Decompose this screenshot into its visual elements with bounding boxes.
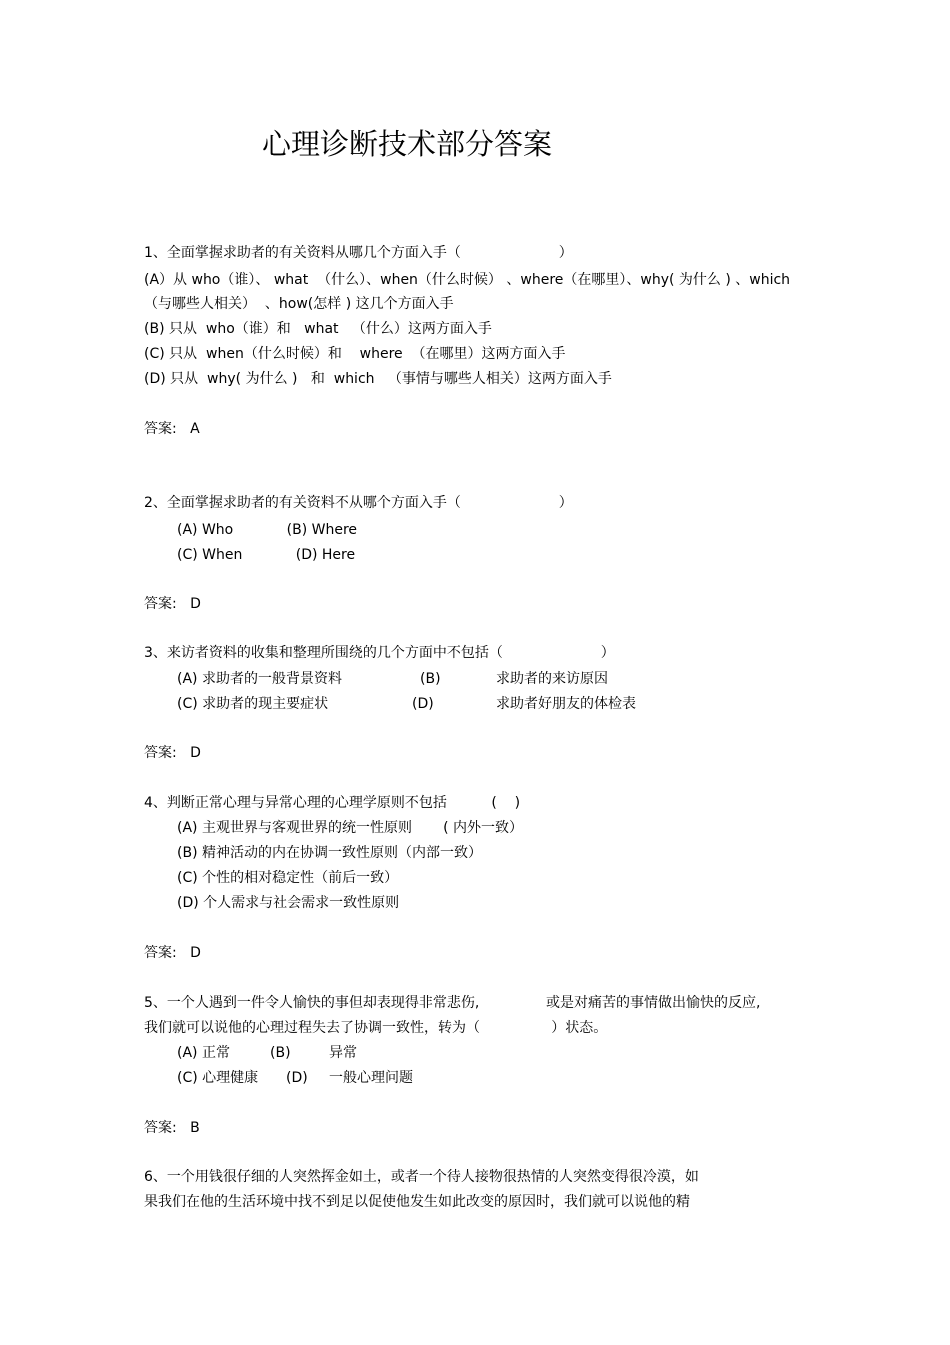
question-stem: 3、来访者资料的收集和整理所围绕的几个方面中不包括（ ） xyxy=(144,645,615,661)
option-b: 求助者的来访原因 xyxy=(496,671,608,687)
option-d-label: (D) xyxy=(412,696,434,712)
answer: 答案: D xyxy=(144,745,201,761)
option-c: (C) 个性的相对稳定性（前后一致） xyxy=(177,870,399,886)
option-c: (C) 求助者的现主要症状 xyxy=(177,696,329,712)
answer: 答案: A xyxy=(144,421,200,437)
option-a: (A) 正常 xyxy=(177,1045,230,1061)
option-a-line2: （与哪些人相关） 、how(怎样 ) 这几个方面入手 xyxy=(144,296,454,312)
option-b-label: (B) xyxy=(270,1045,291,1061)
option-d: 一般心理问题 xyxy=(329,1070,413,1086)
page-title: 心理诊断技术部分答案 xyxy=(262,127,553,161)
question-stem: 4、判断正常心理与异常心理的心理学原则不包括 ( ) xyxy=(144,795,521,811)
option-c: (C) 心理健康 xyxy=(177,1070,259,1086)
option-a: (A) 求助者的一般背景资料 xyxy=(177,671,342,687)
question-stem-part1: 5、一个人遇到一件令人愉快的事但却表现得非常悲伤, xyxy=(144,995,480,1011)
question-stem-line2: 果我们在他的生活环境中找不到足以促使他发生如此改变的原因时，我们就可以说他的精 xyxy=(144,1194,690,1210)
question-stem-part2: 或是对痛苦的事情做出愉快的反应, xyxy=(546,995,761,1011)
option-b-label: (B) xyxy=(420,671,441,687)
question-stem: 2、全面掌握求助者的有关资料不从哪个方面入手（ ） xyxy=(144,495,573,511)
options-c-d: (C) When (D) Here xyxy=(177,547,356,563)
option-c: (C) 只从 when（什么时候）和 where （在哪里）这两方面入手 xyxy=(144,346,566,362)
option-b: 异常 xyxy=(329,1045,357,1061)
answer: 答案: B xyxy=(144,1120,200,1136)
question-stem: 1、全面掌握求助者的有关资料从哪几个方面入手（ ） xyxy=(144,245,573,261)
options-a-b: (A) Who (B) Where xyxy=(177,522,358,538)
option-d: (D) 只从 why( 为什么 ) 和 which （事情与哪些人相关）这两方面入手 xyxy=(144,371,612,387)
option-d-label: (D) xyxy=(286,1070,308,1086)
question-stem-line2: 我们就可以说他的心理过程失去了协调一致性，转为（ ）状态。 xyxy=(144,1020,608,1036)
question-stem-line1: 6、一个用钱很仔细的人突然挥金如土，或者一个待人接物很热情的人突然变得很冷漠，如 xyxy=(144,1169,699,1185)
option-a-line1: (A）从 who（谁）、 what （什么）、when（什么时候） 、where（在哪里）、why( 为什么 ) 、which xyxy=(144,272,791,288)
option-d: 求助者好朋友的体检表 xyxy=(496,696,636,712)
answer: 答案: D xyxy=(144,945,201,961)
answer: 答案: D xyxy=(144,596,201,612)
option-a: (A) 主观世界与客观世界的统一性原则 ( 内外一致） xyxy=(177,820,524,836)
option-b: (B) 精神活动的内在协调一致性原则（内部一致） xyxy=(177,845,482,861)
option-d: (D) 个人需求与社会需求一致性原则 xyxy=(177,895,400,911)
option-b: (B) 只从 who（谁）和 what （什么）这两方面入手 xyxy=(144,321,492,337)
